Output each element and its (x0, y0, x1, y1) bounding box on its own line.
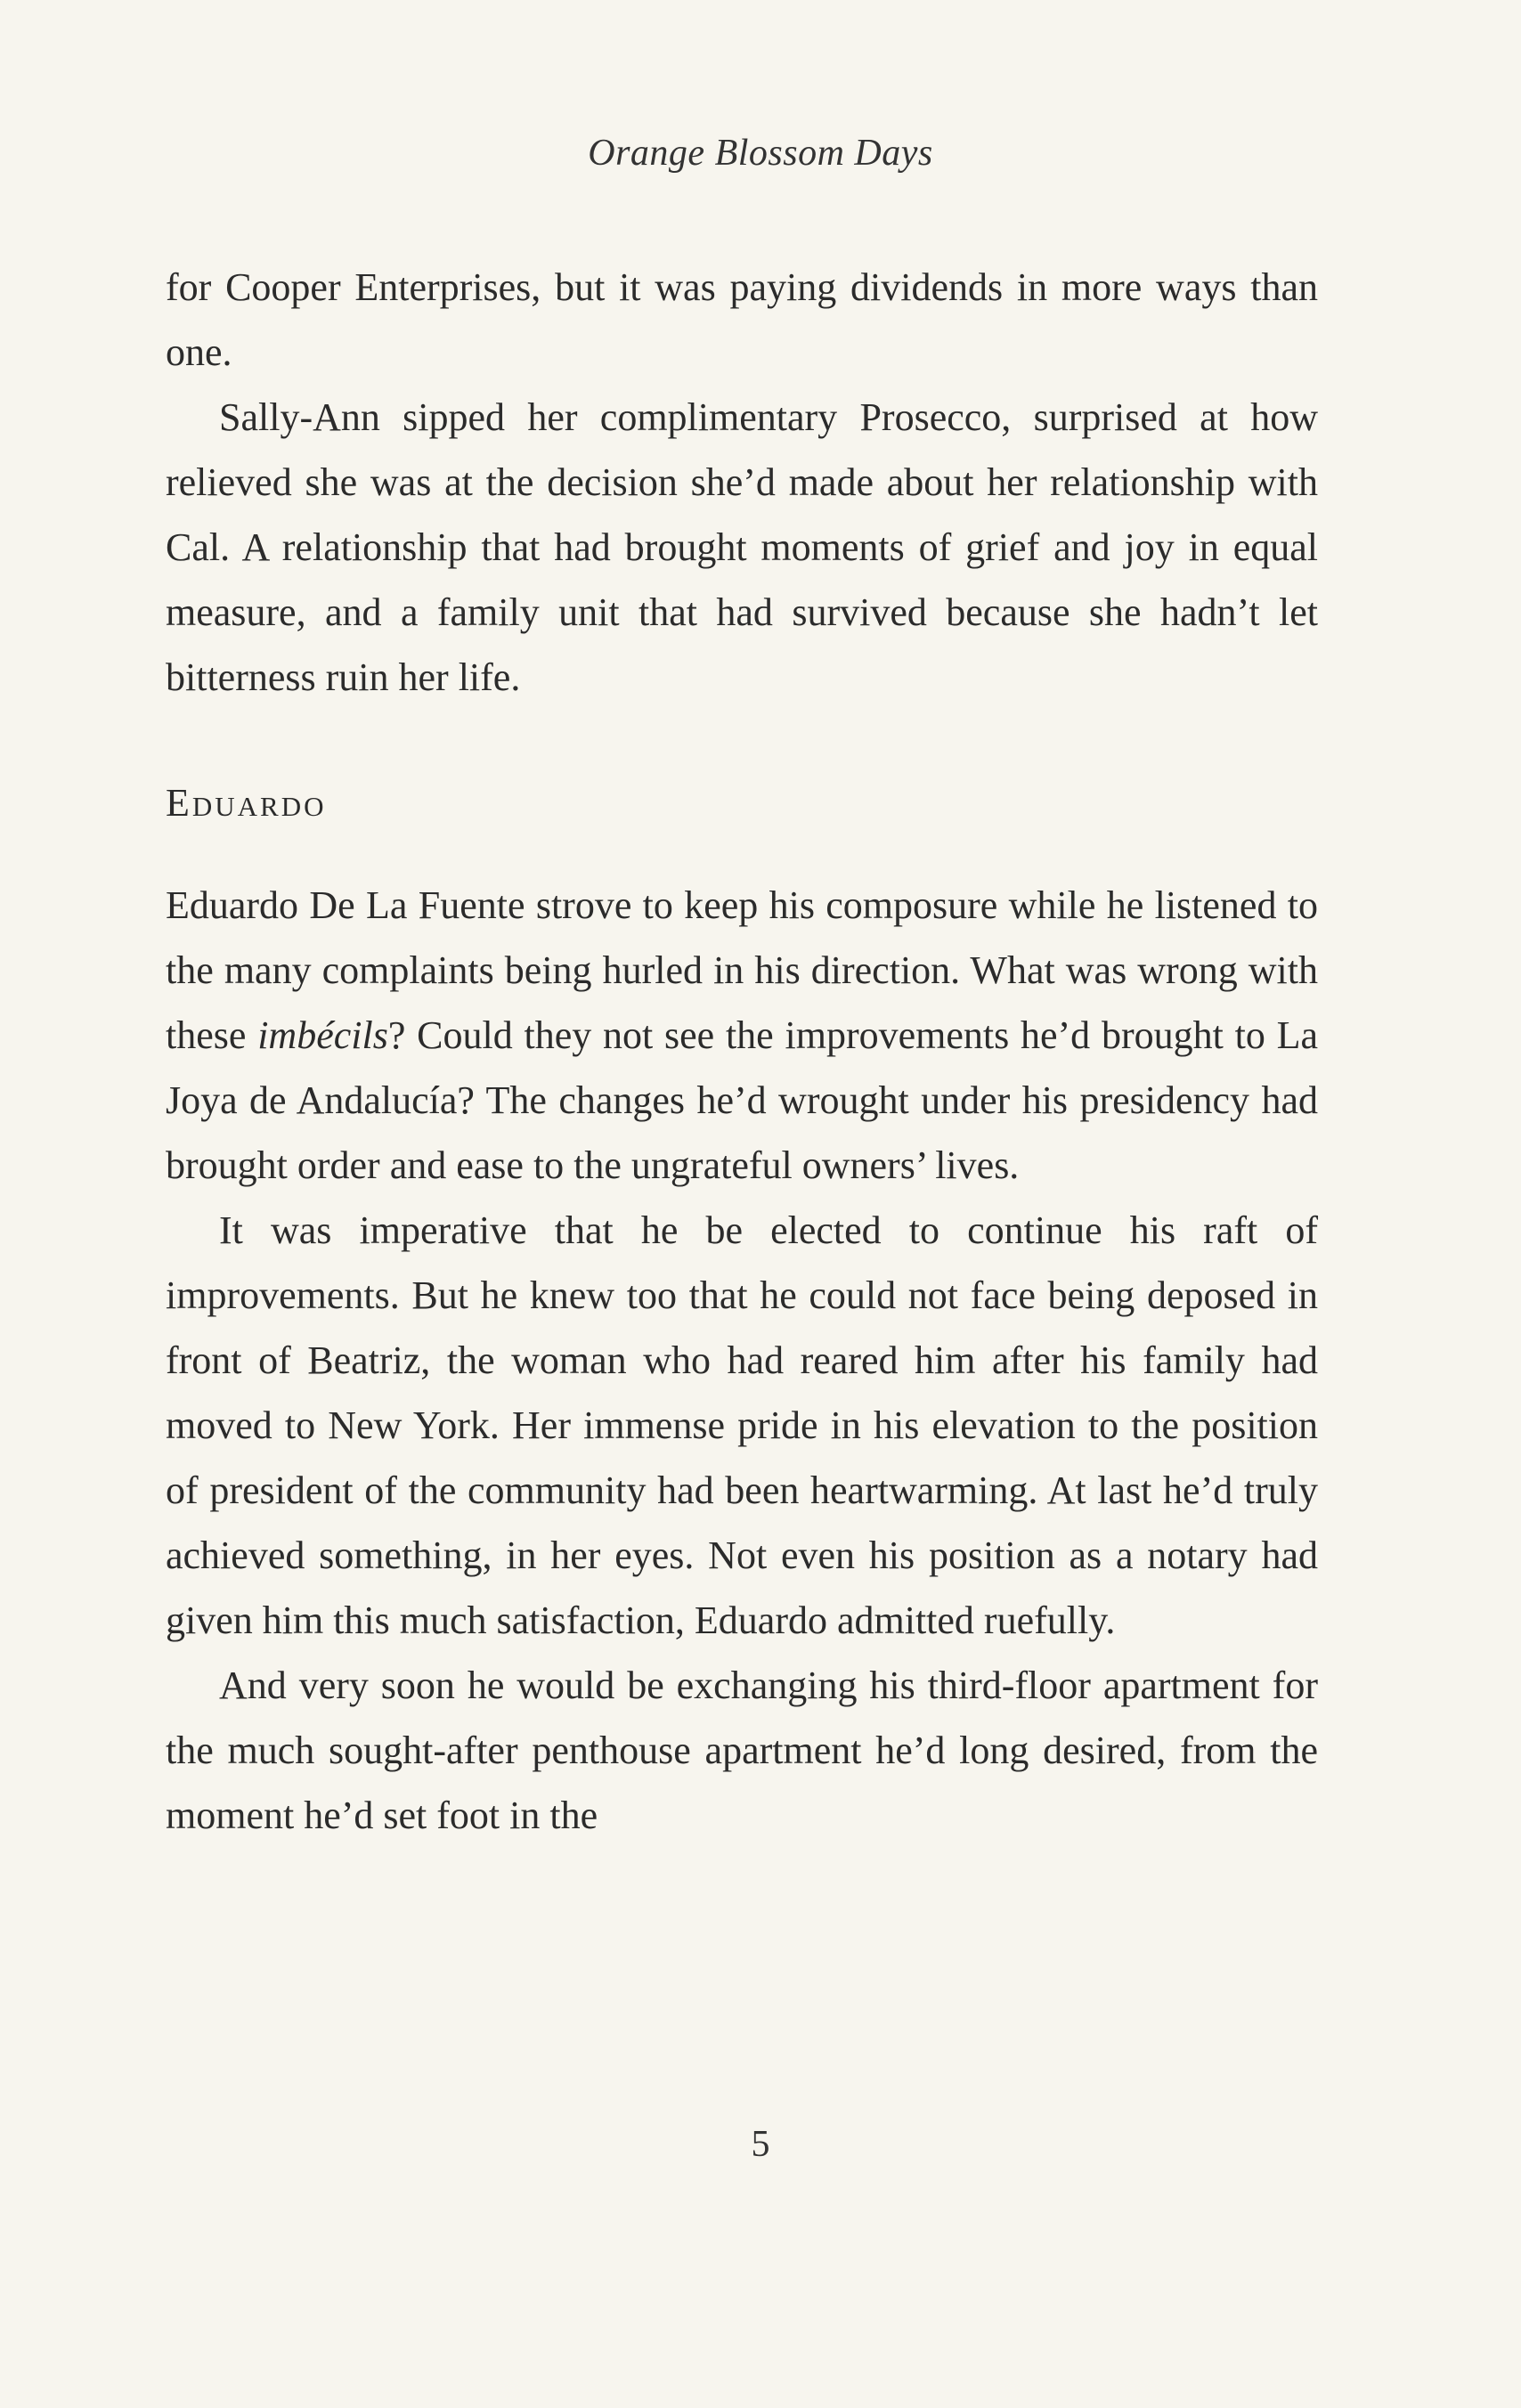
paragraph-text: Eduardo De La Fuente strove to keep his composure while he listened to the many complaints being hurled in his direction. What was wrong with these (166, 883, 1318, 1057)
paragraph-text: ? Could they not see the improvements he’d brought to La Joya de Andalucía? The changes he’d wrought under his presidency had brought order and ease to the ungrateful owners’ lives. (166, 1013, 1319, 1187)
body-text (166, 255, 1318, 1848)
paragraph-sally-ann: Sally-Ann sipped her complimentary Prosecco, surprised at how relieved she was at the decision she’d made about her relationship with Cal. A relationship that had brought moments of grief and joy in equal measure, and a family unit that had survived because she hadn’t let bitterness ruin her life. (166, 395, 1318, 699)
page-number: 5 (751, 2124, 770, 2165)
section-heading-text: Eduardo (166, 781, 327, 825)
italic-word: imbécils (257, 1013, 388, 1057)
paragraph-penthouse: And very soon he would be exchanging his third-floor apartment for the much sought-after penthouse apartment he’d long desired, from the moment he’d set foot in the (166, 1664, 1318, 1837)
paragraph-election: It was imperative that he be elected to continue his raft of improvements. But he knew too that he could not face being deposed in front of Beatriz, the woman who had reared him after his family had moved to New York. Her immense pride in his elevation to the position of president of the community had been heartwarming. At last he’d truly achieved something, in her eyes. Not even his position as a notary had given him this much satisfaction, Eduardo admitted ruefully. (166, 1208, 1318, 1642)
paragraph-eduardo-intro (166, 873, 1318, 1198)
paragraph-continued: for Cooper Enterprises, but it was paying dividends in more ways than one. (166, 265, 1318, 374)
running-head: Orange Blossom Days (588, 133, 933, 174)
section-heading (166, 770, 1318, 835)
